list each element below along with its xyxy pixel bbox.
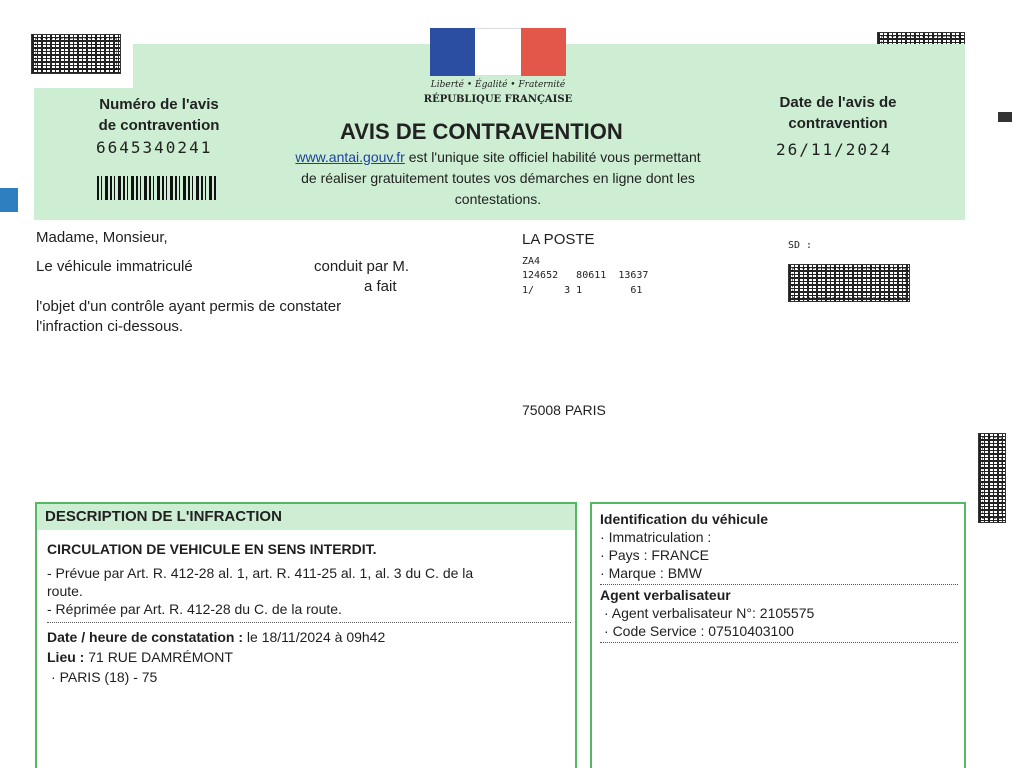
infraction-provided-line2: route. — [47, 583, 83, 599]
letter-line4: l'infraction ci-dessous. — [36, 318, 184, 335]
antai-link[interactable]: www.antai.gouv.fr — [295, 149, 405, 165]
bullet-icon: · — [600, 565, 609, 581]
driven-by: conduit par M. — [314, 258, 410, 275]
notice-number-label-line2: de contravention — [98, 117, 220, 134]
vehicle-sentence: Le véhicule immatriculé — [36, 258, 193, 275]
agent-divider — [600, 642, 958, 643]
edge-mark — [998, 112, 1012, 122]
intro-line1-rest: est l'unique site officiel habilité vous permettant — [404, 149, 701, 165]
agent-title: Agent verbalisateur — [600, 587, 731, 603]
infraction-divider — [47, 622, 571, 623]
datamatrix-code-right-edge — [978, 433, 1006, 523]
infraction-box — [35, 502, 577, 768]
service-code — [604, 622, 794, 640]
notice-date-label — [760, 92, 916, 134]
datamatrix-code-address — [788, 264, 910, 302]
vehicle-brand-text: Marque : BMW — [608, 565, 702, 581]
agent-number-text: Agent verbalisateur N°: 2105575 — [611, 605, 815, 621]
notice-number-label-line1: Numéro de l'avis — [99, 96, 219, 113]
bullet-icon: · — [604, 623, 613, 639]
intro-line2: de réaliser gratuitement toutes vos démarches en ligne dont les — [301, 170, 695, 186]
address-city: 75008 PARIS — [522, 402, 606, 418]
vehicle-brand — [600, 564, 702, 582]
vehicle-plate-text: Immatriculation : — [608, 529, 712, 545]
barcode — [97, 176, 218, 200]
bullet-icon: · — [600, 547, 609, 563]
notice-number: 6645340241 — [96, 138, 213, 157]
scan-mark-icon — [0, 188, 18, 212]
infraction-date-label: Date / heure de constatation : — [47, 629, 244, 645]
notice-number-label — [80, 94, 238, 136]
infraction-place-value: 71 RUE DAMRÉMONT — [84, 649, 233, 665]
agent-number — [604, 604, 814, 622]
infraction-place — [47, 648, 233, 666]
infraction-box-title: DESCRIPTION DE L'INFRACTION — [37, 504, 575, 530]
bullet-icon: · — [600, 529, 609, 545]
infraction-provided-line1: - Prévue par Art. R. 412-28 al. 1, art. R. 411-25 al. 1, al. 3 du C. de la — [47, 565, 474, 581]
page-title: AVIS DE CONTRAVENTION — [340, 119, 623, 144]
logo-republic: RÉPUBLIQUE FRANÇAISE — [423, 94, 573, 105]
greeting: Madame, Monsieur, — [36, 229, 168, 246]
bullet-icon: · — [604, 605, 612, 621]
sd-label: SD : — [788, 240, 813, 251]
infraction-place-city — [51, 668, 157, 686]
notice-date: 26/11/2024 — [776, 140, 893, 159]
vehicle-country — [600, 546, 709, 564]
intro-text — [230, 147, 766, 210]
notice-date-label-line2: contravention — [788, 115, 888, 132]
vehicle-country-text: Pays : FRANCE — [608, 547, 709, 563]
datamatrix-code-top-left — [31, 34, 121, 74]
vehicle-box-title: Identification du véhicule — [600, 511, 769, 527]
address-code-line3: 1/ 3 1 61 — [522, 285, 643, 296]
letter-line3: l'objet d'un contrôle ayant permis de constater — [36, 298, 342, 315]
infraction-date-value: le 18/11/2024 à 09h42 — [243, 629, 386, 645]
address-code-line2: 124652 80611 13637 — [522, 270, 649, 281]
bullet-icon: · — [51, 669, 60, 685]
infraction-name: CIRCULATION DE VEHICULE EN SENS INTERDIT. — [47, 541, 377, 557]
vehicle-divider — [600, 584, 958, 585]
marianne-logo — [430, 28, 566, 76]
carrier-name: LA POSTE — [522, 231, 595, 248]
notice-date-label-line1: Date de l'avis de — [779, 94, 897, 111]
vehicle-plate — [600, 528, 711, 546]
infraction-date — [47, 628, 385, 646]
vehicle-box — [590, 502, 966, 768]
infraction-place-city-text: PARIS (18) - 75 — [59, 669, 158, 685]
infraction-punished: - Réprimée par Art. R. 412-28 du C. de la route. — [47, 601, 342, 617]
logo-motto: Liberté • Égalité • Fraternité — [430, 80, 566, 90]
address-code-line1: ZA4 — [522, 256, 541, 267]
service-code-text: Code Service : 07510403100 — [612, 623, 794, 639]
has-done: a fait — [364, 278, 397, 295]
intro-line3: contestations. — [454, 191, 542, 207]
infraction-place-label: Lieu : — [47, 649, 85, 665]
